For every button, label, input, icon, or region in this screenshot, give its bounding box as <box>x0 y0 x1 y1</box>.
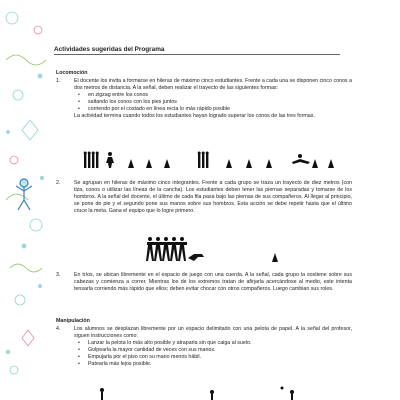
document-page <box>52 0 400 400</box>
item-number: 4. <box>56 326 61 332</box>
bullet-list <box>74 92 352 113</box>
item-number: 2. <box>56 180 61 186</box>
section-heading-manipulacion: Manipulación <box>56 318 90 324</box>
bullet-list <box>74 340 352 368</box>
activity-item-2 <box>56 180 352 215</box>
list-item: • Patearla más lejos posible. <box>74 361 352 368</box>
figure-ball-players <box>92 386 332 400</box>
item-text: Se agrupan en hileras de máximo cinco integrantes. Frente a cada grupo se traza un trayecto de diez metros (con tiza, conos o utilizar las líneas de la cancha). Los estudiantes deben tener las piernas separadas y tomarse de los hombros. A la señal del docente, el último de cada fila pasa bajo las piernas de sus compañeros. Al llegar al principio, se pone de pie y el segundo pone sus manos sobre sus hombros. Esta acción se debe repetir hasta que el último cruce la meta. Gana el equipo que lo logre primero. <box>74 180 352 215</box>
item-number: 3. <box>56 272 61 278</box>
item-text: En tríos, se ubican libremente en el espacio de juego con una cuerda. A la señal, cada grupo la sostiene sobre sus cabezas y comienza a correr. Mientras los de los extremos tratan de afirjarla acercándose al medio, este intenta tensarla corriendo más rápido que ellos; deben evitar chocar con otros compañeros. Luego cambian sus roles. <box>74 272 352 293</box>
activity-item-1 <box>56 78 352 121</box>
list-item: • en zigzag entre los conos <box>74 92 352 99</box>
list-item: • Empujarla por el piso con su mano menos hábil. <box>74 354 352 361</box>
figure-tunnel-line <box>140 236 300 266</box>
activity-item-3 <box>56 272 352 293</box>
item-closing: La actividad termina cuando todos los estudiantes hayan logrado superar los conos de las tres formas. <box>74 113 315 120</box>
section-heading-locomocion: Locomoción <box>56 70 88 76</box>
document-title: Actividades sugeridas del Programa <box>54 46 165 53</box>
title-divider <box>54 54 340 55</box>
list-item: • Lanzar la pelota lo más alto posible y atraparla sin que caiga al suelo. <box>74 340 352 347</box>
list-item: • corriendo por el costado en línea recta lo más rápido posible <box>74 106 352 113</box>
item-text: El docente los invita a formarse en hileras de máximo cinco estudiantes. Frente a cada una se disponen cinco conos a dos metros de distancia. A la señal, deben realizar el trayecto de las siguientes formas: <box>74 78 352 92</box>
activity-item-4 <box>56 326 352 369</box>
list-item: • saltando los conos con los pies juntos <box>74 99 352 106</box>
figure-cones-row <box>80 150 340 172</box>
list-item: • Golpearla la mayor cantidad de veces con sus manos. <box>74 347 352 354</box>
decorative-border <box>0 0 52 400</box>
item-number: 1. <box>56 78 61 84</box>
item-text: Los alumnos se desplazan libremente por un espacio delimitado con una pelota de papel. A la señal del profesor, siguen instrucciones como: <box>74 326 352 340</box>
